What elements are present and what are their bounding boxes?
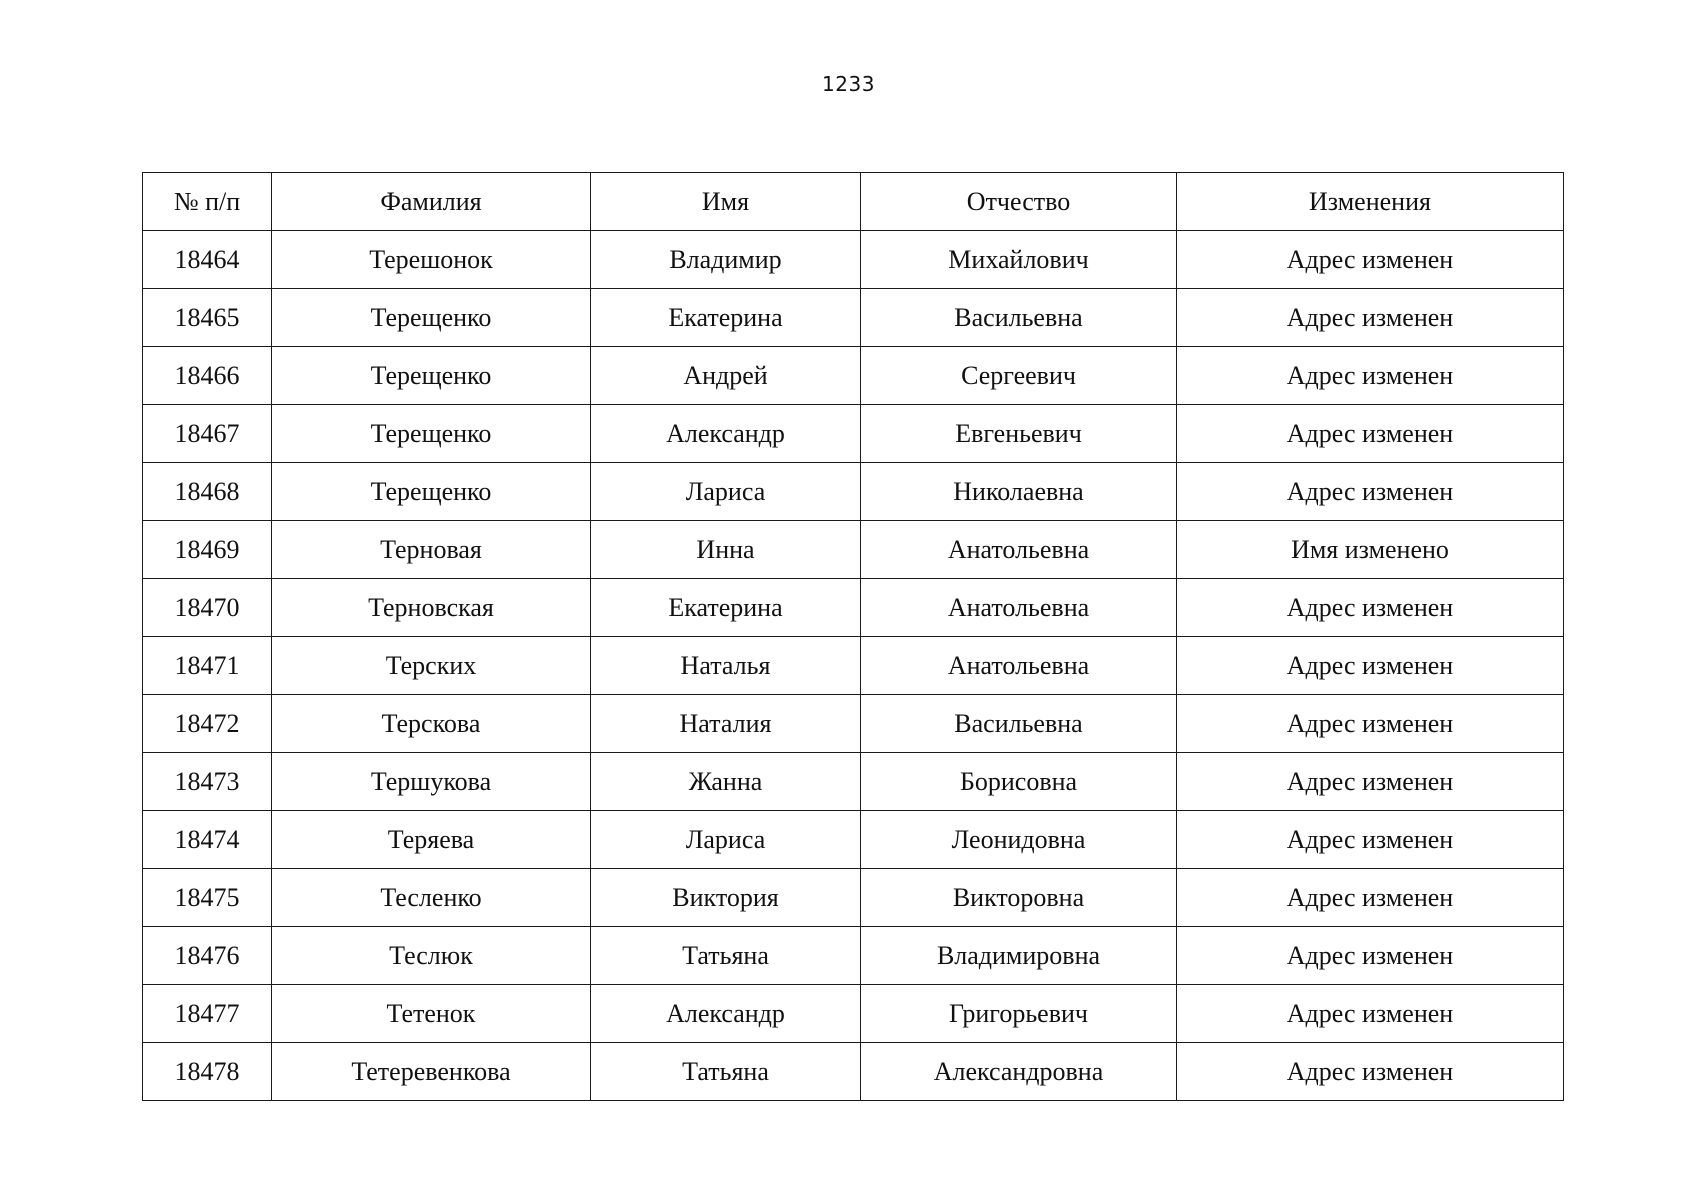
cell-number: 18464	[143, 231, 272, 289]
cell-changes: Адрес изменен	[1177, 753, 1564, 811]
cell-changes: Адрес изменен	[1177, 347, 1564, 405]
cell-patronymic: Борисовна	[861, 753, 1177, 811]
cell-surname: Терещенко	[272, 347, 591, 405]
cell-surname: Терновская	[272, 579, 591, 637]
cell-surname: Тетенок	[272, 985, 591, 1043]
cell-changes: Адрес изменен	[1177, 695, 1564, 753]
table-row	[143, 231, 1564, 289]
cell-surname: Теряева	[272, 811, 591, 869]
cell-name: Виктория	[591, 869, 861, 927]
cell-surname: Терещенко	[272, 405, 591, 463]
table-row	[143, 753, 1564, 811]
cell-number: 18473	[143, 753, 272, 811]
cell-number: 18465	[143, 289, 272, 347]
cell-number: 18476	[143, 927, 272, 985]
cell-name: Александр	[591, 985, 861, 1043]
cell-patronymic: Евгеньевич	[861, 405, 1177, 463]
table-row	[143, 637, 1564, 695]
cell-name: Татьяна	[591, 1043, 861, 1101]
cell-name: Наталия	[591, 695, 861, 753]
cell-name: Владимир	[591, 231, 861, 289]
cell-number: 18469	[143, 521, 272, 579]
header-changes: Изменения	[1177, 173, 1564, 231]
table-row	[143, 927, 1564, 985]
cell-number: 18466	[143, 347, 272, 405]
table-row	[143, 579, 1564, 637]
table-row	[143, 347, 1564, 405]
cell-number: 18470	[143, 579, 272, 637]
cell-patronymic: Владимировна	[861, 927, 1177, 985]
changes-table	[142, 172, 1564, 1101]
cell-name: Жанна	[591, 753, 861, 811]
cell-changes: Адрес изменен	[1177, 579, 1564, 637]
table-row	[143, 695, 1564, 753]
cell-number: 18475	[143, 869, 272, 927]
cell-number: 18467	[143, 405, 272, 463]
cell-name: Лариса	[591, 811, 861, 869]
cell-changes: Адрес изменен	[1177, 231, 1564, 289]
header-number: № п/п	[143, 173, 272, 231]
cell-name: Екатерина	[591, 289, 861, 347]
cell-name: Татьяна	[591, 927, 861, 985]
cell-surname: Тетеревенкова	[272, 1043, 591, 1101]
table-row	[143, 289, 1564, 347]
cell-number: 18468	[143, 463, 272, 521]
cell-number: 18477	[143, 985, 272, 1043]
cell-name: Лариса	[591, 463, 861, 521]
cell-changes: Имя изменено	[1177, 521, 1564, 579]
cell-patronymic: Васильевна	[861, 289, 1177, 347]
cell-surname: Терновая	[272, 521, 591, 579]
cell-changes: Адрес изменен	[1177, 289, 1564, 347]
cell-patronymic: Васильевна	[861, 695, 1177, 753]
cell-surname: Терещенко	[272, 463, 591, 521]
cell-patronymic: Анатольевна	[861, 579, 1177, 637]
page-number: 1233	[822, 72, 875, 96]
cell-changes: Адрес изменен	[1177, 1043, 1564, 1101]
cell-surname: Тесленко	[272, 869, 591, 927]
cell-patronymic: Анатольевна	[861, 521, 1177, 579]
cell-patronymic: Викторовна	[861, 869, 1177, 927]
cell-name: Александр	[591, 405, 861, 463]
cell-changes: Адрес изменен	[1177, 985, 1564, 1043]
table-row	[143, 869, 1564, 927]
table-row	[143, 463, 1564, 521]
cell-surname: Тершукова	[272, 753, 591, 811]
cell-patronymic: Николаевна	[861, 463, 1177, 521]
cell-patronymic: Михайлович	[861, 231, 1177, 289]
cell-patronymic: Анатольевна	[861, 637, 1177, 695]
cell-surname: Терешонок	[272, 231, 591, 289]
cell-changes: Адрес изменен	[1177, 811, 1564, 869]
cell-changes: Адрес изменен	[1177, 637, 1564, 695]
cell-surname: Теслюк	[272, 927, 591, 985]
table-row	[143, 521, 1564, 579]
cell-name: Андрей	[591, 347, 861, 405]
table-row	[143, 405, 1564, 463]
table-row	[143, 811, 1564, 869]
table-row	[143, 985, 1564, 1043]
table-header-row	[143, 173, 1564, 231]
cell-surname: Терещенко	[272, 289, 591, 347]
header-name: Имя	[591, 173, 861, 231]
cell-name: Наталья	[591, 637, 861, 695]
cell-patronymic: Леонидовна	[861, 811, 1177, 869]
cell-changes: Адрес изменен	[1177, 405, 1564, 463]
cell-number: 18474	[143, 811, 272, 869]
cell-surname: Терских	[272, 637, 591, 695]
cell-number: 18471	[143, 637, 272, 695]
cell-name: Инна	[591, 521, 861, 579]
cell-number: 18478	[143, 1043, 272, 1101]
cell-name: Екатерина	[591, 579, 861, 637]
cell-changes: Адрес изменен	[1177, 463, 1564, 521]
cell-number: 18472	[143, 695, 272, 753]
header-surname: Фамилия	[272, 173, 591, 231]
header-patronymic: Отчество	[861, 173, 1177, 231]
cell-patronymic: Александровна	[861, 1043, 1177, 1101]
cell-changes: Адрес изменен	[1177, 869, 1564, 927]
cell-surname: Терскова	[272, 695, 591, 753]
cell-patronymic: Григорьевич	[861, 985, 1177, 1043]
table-row	[143, 1043, 1564, 1101]
cell-patronymic: Сергеевич	[861, 347, 1177, 405]
cell-changes: Адрес изменен	[1177, 927, 1564, 985]
